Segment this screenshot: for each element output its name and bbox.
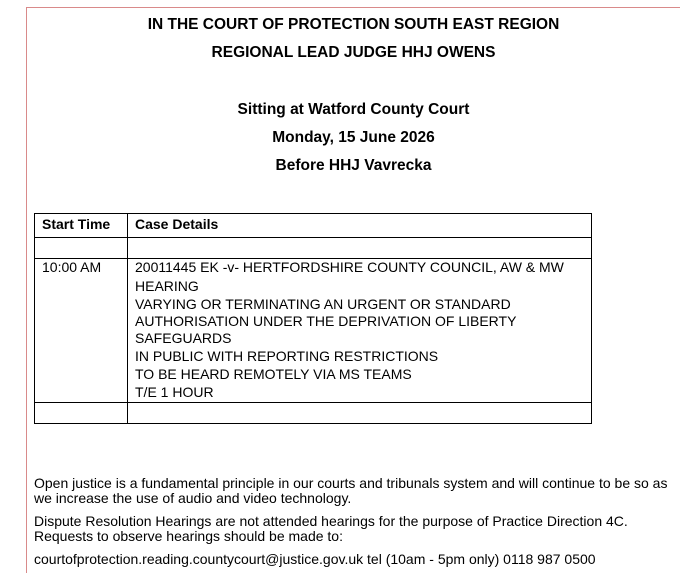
sitting-judge: Before HHJ Vavrecka bbox=[275, 157, 432, 174]
lead-judge-title: REGIONAL LEAD JUDGE HHJ OWENS bbox=[211, 44, 496, 61]
reporting-restrictions: IN PUBLIC WITH REPORTING RESTRICTIONS bbox=[135, 348, 439, 364]
table-cell-empty bbox=[128, 238, 592, 259]
hearing-description: VARYING OR TERMINATING AN URGENT OR STANDARD AUTHORISATION UNDER THE DEPRIVATION OF LIBERTY SAFEGUARDS bbox=[135, 296, 517, 346]
hearing-list-table bbox=[34, 213, 592, 424]
hearing-mode: TO BE HEARD REMOTELY VIA MS TEAMS bbox=[135, 366, 412, 382]
time-estimate: T/E 1 HOUR bbox=[135, 384, 214, 400]
table-row bbox=[35, 259, 592, 403]
open-justice-notice: Open justice is a fundamental principle in our courts and tribunals system and will continue to be so as we increase the use of audio and video technology. bbox=[34, 475, 668, 506]
court-title: IN THE COURT OF PROTECTION SOUTH EAST REGION bbox=[147, 16, 560, 33]
hearing-type: HEARING bbox=[135, 278, 199, 294]
table-row-empty bbox=[35, 403, 592, 424]
start-time-cell: 10:00 AM bbox=[35, 259, 128, 403]
page-border-left bbox=[26, 7, 27, 573]
table-row-empty bbox=[35, 238, 592, 259]
table-cell-empty bbox=[35, 403, 128, 424]
page-border-top bbox=[26, 7, 680, 8]
table-header-row bbox=[35, 214, 592, 238]
sitting-date: Monday, 15 June 2026 bbox=[272, 129, 435, 146]
dispute-resolution-notice: Dispute Resolution Hearings are not attended hearings for the purpose of Practice Direction 4C. Requests to observe hearings should be made to: bbox=[34, 513, 628, 544]
column-header-start-time: Start Time bbox=[35, 214, 128, 238]
contact-details: courtofprotection.reading.countycourt@justice.gov.uk tel (10am - 5pm only) 0118 987 0500 bbox=[34, 551, 596, 567]
case-number-and-parties: 20011445 EK -v- HERTFORDSHIRE COUNTY COUNCIL, AW & MW bbox=[135, 259, 564, 275]
table-cell-empty bbox=[35, 238, 128, 259]
case-details-cell bbox=[128, 259, 592, 403]
column-header-case-details: Case Details bbox=[128, 214, 592, 238]
sitting-location: Sitting at Watford County Court bbox=[237, 101, 470, 118]
table-cell-empty bbox=[128, 403, 592, 424]
